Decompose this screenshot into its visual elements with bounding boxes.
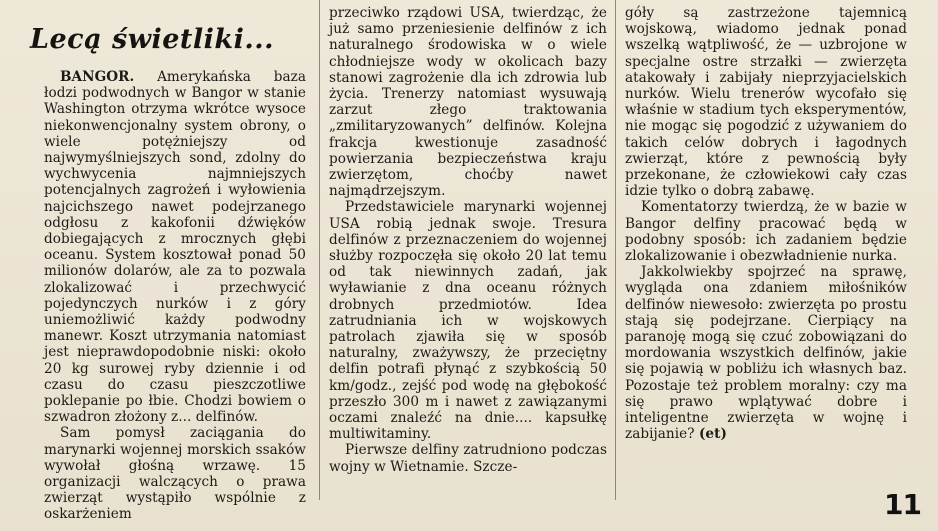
page-number: 11 — [884, 488, 921, 521]
column-1-paragraph-1-text: Amerykańska baza łodzi podwodnych w Bangor w stanie Washington otrzyma wkrótce wysoce niekonwencjonalny system obrony, o wiele potężniejszy od najwymyślniejszych sond, zdolny do wychwycenia najmniejszych potencjalnych zagrożeń i wyłowienia najcichszego nawet podejrzanego odgłosu z kakofonii dźwięków dobiegających z mrocznych głębi oceanu. System kosztował ponad 50 milionów dolarów, ale za to pozwala zlokalizować i przechwycić pojedynczych nurków i z góry uniemożliwić każdy podwodny manewr. Koszt utrzymania natomiast jest nieprawdopodobnie niski: około 20 kg surowej ryby dziennie i od czasu do czasu pieszczotliwe poklepanie po łbie. Chodzi bowiem o szwadron złożony z... delfinów. — [44, 69, 306, 426]
column-3-paragraph-1: góły są zastrzeżone tajemnicą wojskową, wiadomo jednak ponad wszelką wątpliwość, że — uzbrojone w specjalne ostre strzałki — zwierzęta atakowały i zabijały nieprzyjacielskich nurków. Wielu trenerów wycofało się właśnie w stadium tych eksperymentów, nie mogąc się pogodzić z używaniem do takich celów dobrych i łagodnych zwierząt, które z pewnością były przekonane, że człowiekowi cały czas idzie tylko o dobrą zabawę. — [625, 5, 907, 200]
column-3-paragraph-3 — [625, 264, 907, 442]
column-divider-2 — [615, 0, 616, 500]
article-column-2 — [329, 5, 607, 475]
column-3-paragraph-3-text: Jakkolwiekby spojrzeć na sprawę, wygląda ona zdaniem miłośników delfinów niewesoło: zwierzęta po prostu stają się podejrzane. Cierpiący na paranoję mogą się czuć zobowiązani do mordowania wszystkich delfinów, jakie się pojawią w pobliżu ich własnych baz. Pozostaje też problem moralny: czy ma się prawo wplątywać dobre i inteligentne zwierzęta w wojnę i zabijanie? — [625, 264, 907, 443]
column-2-paragraph-3: Pierwsze delfiny zatrudniono podczas wojny w Wietnamie. Szcze- — [329, 442, 607, 475]
column-1-paragraph-1 — [44, 69, 306, 425]
article-column-1 — [44, 69, 306, 523]
article-dateline: BANGOR. — [60, 69, 135, 85]
article-headline: Lecą świetliki... — [30, 24, 275, 55]
column-1-paragraph-2: Sam pomysł zaciągania do marynarki wojennej morskich ssaków wywołał głośną wrzawę. 15 organizacji walczących o prawa zwierząt wystąpiło wspólnie z oskarżeniem — [44, 425, 306, 523]
column-2-paragraph-2: Przedstawiciele marynarki wojennej USA robią jednak swoje. Tresura delfinów z przeznaczeniem do wojennej służby rozpoczęła się około 20 lat temu od tak niewinnych zadań, jak wyławianie z dna oceanu różnych drobnych przedmiotów. Idea zatrudniania ich w wojskowych patrolach zjawiła się w sposób naturalny, zważywszy, że przeciętny delfin potrafi płynąć z szybkością 50 km/godz., zejść pod wodę na głębokość przeszło 300 m i nawet z zawiązanymi oczami znaleźć na dnie.... kapsułkę multiwitaminy. — [329, 199, 607, 443]
column-2-paragraph-1: przeciwko rządowi USA, twierdząc, że już samo przeniesienie delfinów z ich naturalnego środowiska w o wiele chłodniejsze wody w okolicach bazy stanowi zagrożenie dla ich zdrowia lub życia. Trenerzy natomiast wysuwają zarzut złego traktowania „zmilitaryzowanych” delfinów. Kolejna frakcja kwestionuje zasadność powierzania bezpieczeństwa kraju zwierzętom, choćby nawet najmądrzejszym. — [329, 5, 607, 200]
author-signature: (et) — [698, 426, 727, 443]
article-column-3 — [625, 5, 907, 442]
column-3-paragraph-2: Komentatorzy twierdzą, że w bazie w Bangor delfiny pracować będą w podobny sposób: ich zadaniem będzie zlokalizowanie i obezwładnienie nurka. — [625, 199, 907, 265]
column-divider-1 — [319, 0, 320, 500]
